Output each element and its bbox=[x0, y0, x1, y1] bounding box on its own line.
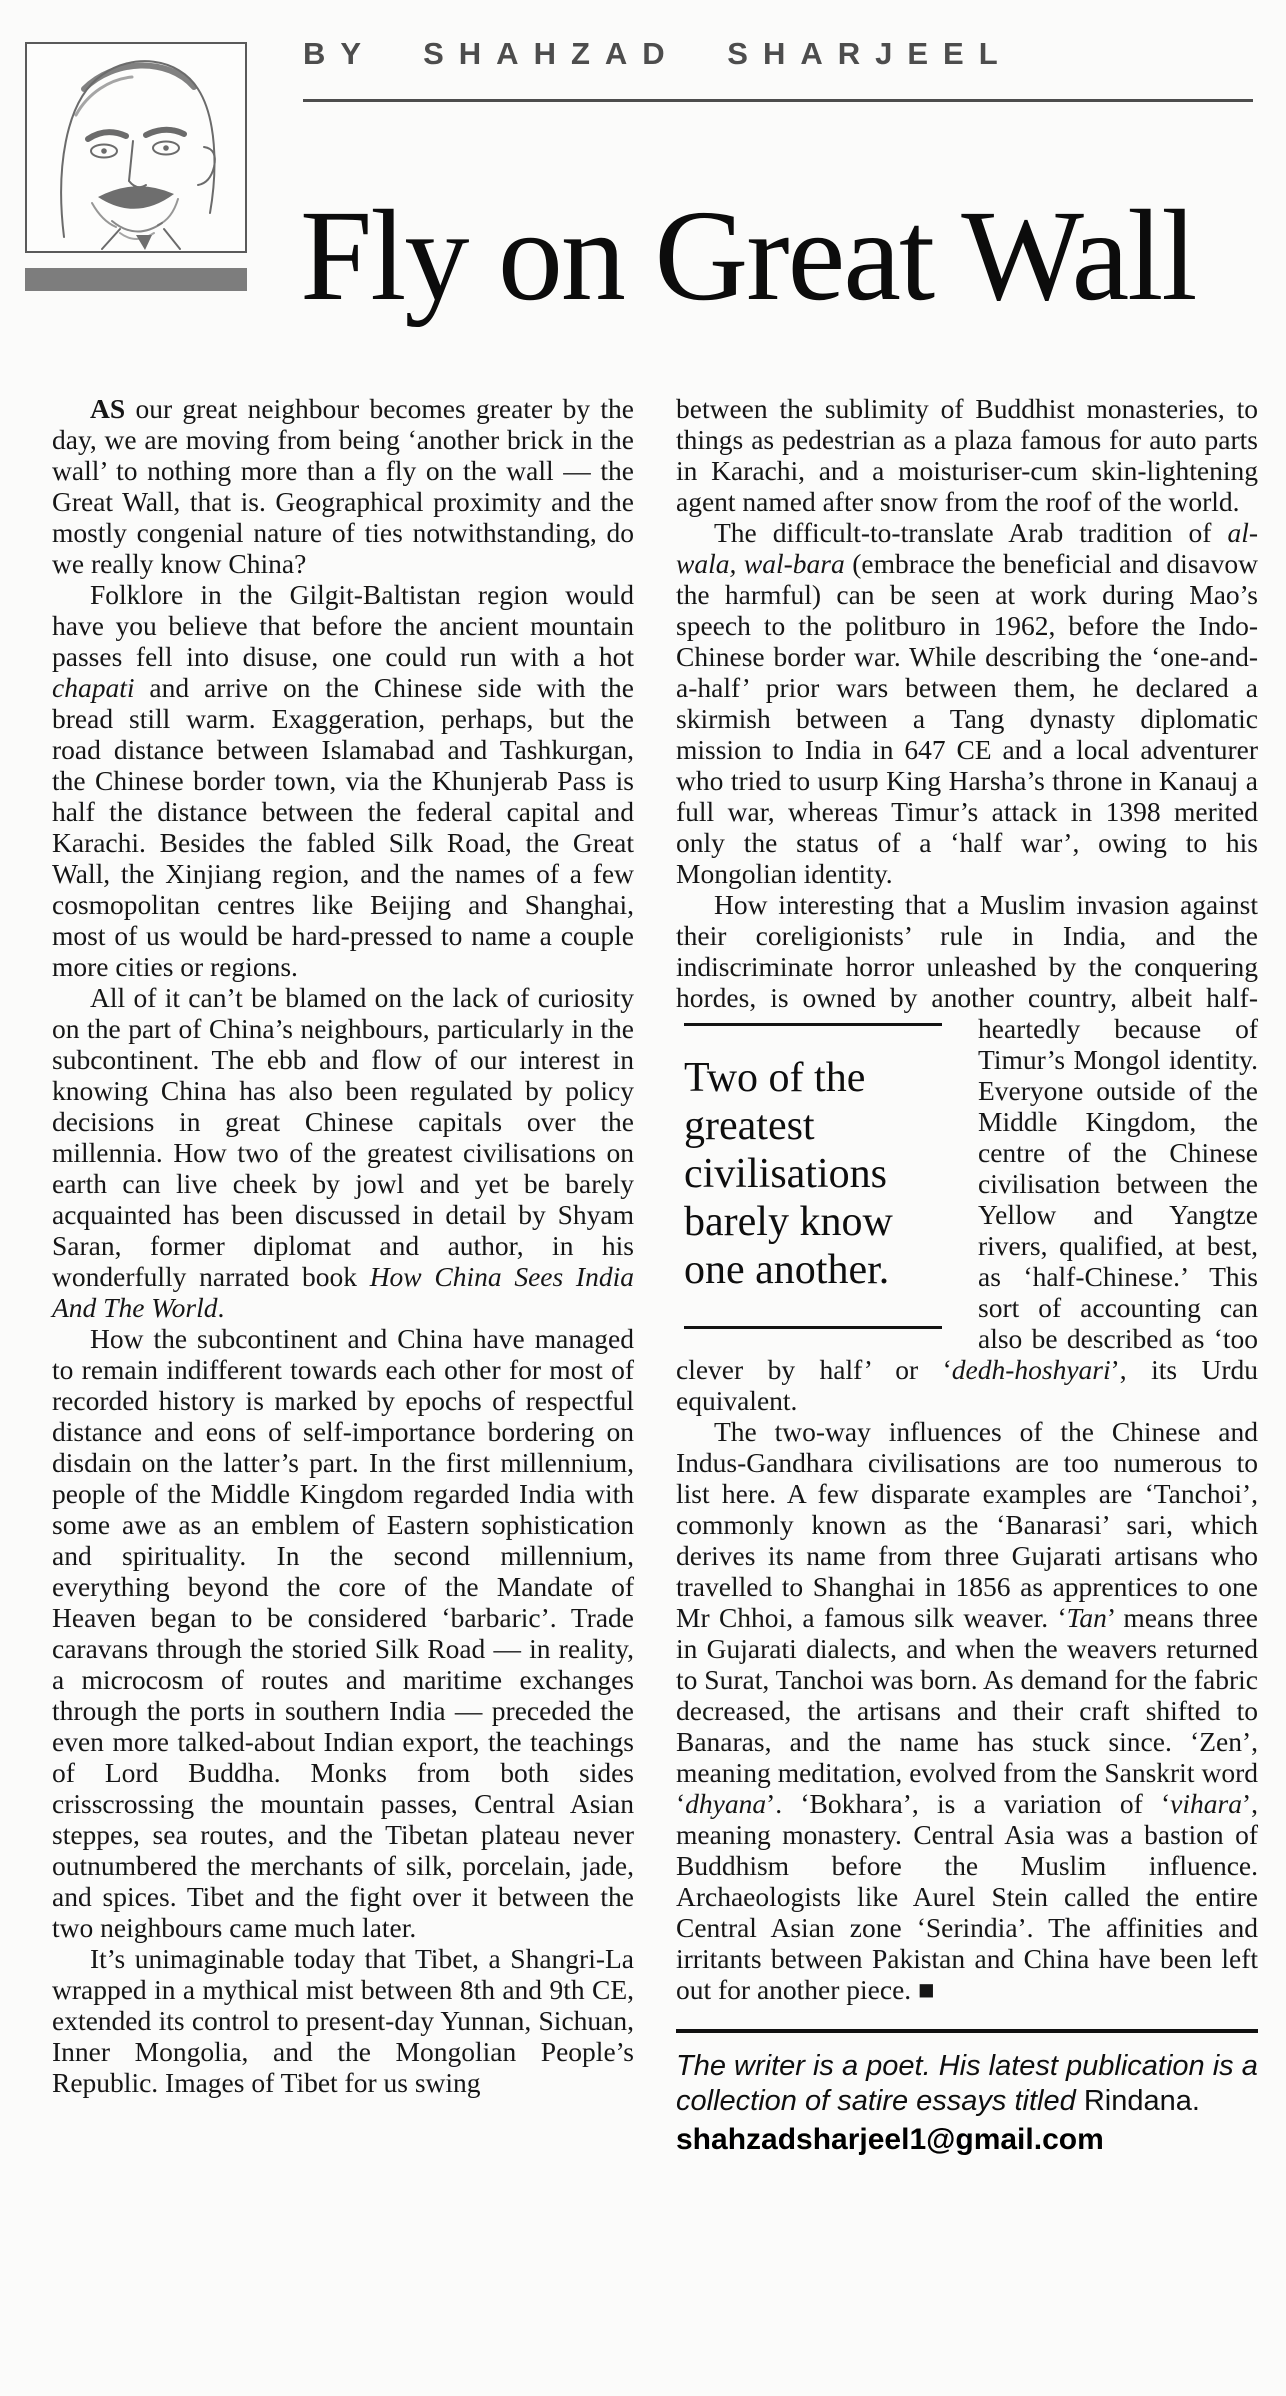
author-email: shahzadsharjeel1@gmail.com bbox=[676, 2123, 1104, 2156]
text-run: All of it can’t be blamed on the lack of curiosity on the part of China’s neighbours, particularly in the subcontinent. The ebb and flow of our interest in knowing China has also been regulated by policy decisions in great Chinese capitals over the millennia. How two of the greatest civilisations on earth can live cheek by jowl and yet be barely acquainted has been discussed in detail by Shyam Saran, former diplomat and author, in his wonderfully narrated book bbox=[52, 982, 634, 1292]
article-paragraph bbox=[52, 579, 634, 982]
article-paragraph bbox=[676, 1416, 1258, 2005]
byline-rule bbox=[303, 99, 1253, 102]
text-run: dhyana bbox=[685, 1788, 767, 1819]
author-bio bbox=[676, 2049, 1258, 2119]
author-bio-book-title: Rindana. bbox=[1083, 2085, 1200, 2117]
text-run: chapati bbox=[52, 672, 135, 703]
article-paragraph bbox=[52, 1323, 634, 1943]
text-run: The difficult-to-translate Arab tradition of bbox=[714, 517, 1228, 548]
author-bio-italic: The writer is a poet. His latest publication is a collection of satire essays titled bbox=[676, 2050, 1258, 2117]
text-run: How interesting that a Muslim invasion against their coreligionists’ rule in India, and the indiscriminate horror unleashed by the conquering hordes, is owned by another country, albeit half-heartedly bbox=[676, 889, 1258, 1044]
text-run: ’ means three in Gujarati dialects, and when the weavers returned to Surat, Tanchoi was born. As demand for the fabric decreased, the artisans and their craft shifted to Banaras, and the name has stuck since. ‘Zen’, meaning meditation, evolved from the Sanskrit word ‘ bbox=[676, 1602, 1258, 1819]
portrait-underline-bar bbox=[25, 268, 247, 291]
text-run: How China Sees India And The World bbox=[52, 1261, 634, 1323]
article-paragraph bbox=[52, 982, 634, 1323]
pull-quote bbox=[684, 1023, 942, 1329]
text-run: Tan bbox=[1066, 1602, 1107, 1633]
text-run: (embrace the beneficial and disavow the harmful) can be seen at work during Mao’s speech to the politburo in 1962, before the Indo-Chinese border war. While describing the ‘one-and-a-half’ prior wars between them, he declared a skirmish between a Tang dynasty diplomatic mission to India in 647 CE and a local adventurer who tried to usurp King Harsha’s throne in Kanauj a full war, whereas Timur’s attack in 1398 merited only the status of a ‘half war’, owing to his Mongolian identity. bbox=[676, 548, 1258, 889]
text-run: ’. ‘Bokhara’, is a variation of ‘ bbox=[766, 1788, 1171, 1819]
text-run: ’, meaning monastery. Central Asia was a bastion of Buddhism before the Muslim influence. Archaeologists like Aurel Stein called the entire Central Asian zone ‘Serindia’. The affinities and irritants between Pakistan and China have been left out for another piece. ■ bbox=[676, 1788, 1258, 2005]
headline: Fly on Great Wall bbox=[300, 184, 1196, 328]
text-run: vihara bbox=[1170, 1788, 1242, 1819]
text-run: al-wala, wal-bara bbox=[676, 517, 1258, 579]
article-paragraph bbox=[52, 393, 634, 579]
text-run: It’s unimaginable today that Tibet, a Shangri-La wrapped in a mythical mist between 8th and 9th CE, extended its control to present-day Yunnan, Sichuan, Inner Mongolia, and the Mongolian People’s Republic. Images of Tibet for us swing bbox=[52, 1943, 634, 2098]
text-run: The two-way influences of the Chinese and Indus-Gandhara civilisations are too numerous to list here. A few disparate examples are ‘Tanchoi’, commonly known as the ‘Banarasi’ sari, which derives its name from three Gujarati artisans who travelled to Shanghai in 1856 as apprentices to one Mr Chhoi, a famous silk weaver. ‘ bbox=[676, 1416, 1258, 1633]
pull-quote-text: Two of the greatest civilisations barely know one another. bbox=[684, 1055, 893, 1293]
author-portrait bbox=[25, 42, 247, 253]
article-paragraph bbox=[676, 889, 1258, 1416]
right-column-text bbox=[676, 393, 1258, 2005]
article-paragraph bbox=[52, 1943, 634, 2098]
author-portrait-sketch-icon bbox=[28, 45, 244, 250]
text-run: ’, its Urdu equivalent. bbox=[676, 1354, 1258, 1416]
text-run: between the sublimity of Buddhist monasteries, to things as pedestrian as a plaza famous for auto parts in Karachi, and a moisturiser-cum skin-lightening agent named after snow from the roof of the world. bbox=[676, 393, 1258, 517]
text-run: dedh-hoshyari bbox=[951, 1354, 1111, 1385]
footer-rule bbox=[676, 2029, 1258, 2033]
text-run: Folklore in the Gilgit-Baltistan region would have you believe that before the ancient mountain passes fell into disuse, one could run with a hot bbox=[52, 579, 634, 672]
byline: BY SHAHZAD SHARJEEL bbox=[303, 36, 1013, 71]
text-run: because of Timur’s Mongol identity. Everyone outside of the Middle Kingdom, the centre of the Chinese civilisation between the Yellow and Yangtze rivers, qualified, at best, as ‘half-Chinese.’ This sort of accounting can also be described as ‘too clever by half’ or ‘ bbox=[676, 1013, 1258, 1385]
text-run: . bbox=[217, 1292, 225, 1323]
text-run: How the subcontinent and China have managed to remain indifferent towards each other for most of recorded history is marked by epochs of respectful distance and eons of self-importance bordering on disdain on the latter’s part. In the first millennium, people of the Middle Kingdom regarded India with some awe as an emblem of Eastern sophistication and spirituality. In the second millennium, everything beyond the core of the Mandate of Heaven began to be considered ‘barbaric’. Trade caravans through the storied Silk Road — in reality, a microcosm of routes and maritime exchanges through the ports in southern India — preceded the even more talked-about Indian export, the teachings of Lord Buddha. Monks from both sides crisscrossing the mountain passes, Central Asian steppes, sea routes, and the Tibetan plateau never outnumbered the merchants of silk, porcelain, jade, and spices. Tibet and the fight over it between the two neighbours came much later. bbox=[52, 1323, 634, 1943]
article-paragraph bbox=[676, 393, 1258, 517]
text-run: and arrive on the Chinese side with the bread still warm. Exaggeration, perhaps, but the road distance between Islamabad and Tashkurgan, the Chinese border town, via the Khunjerab Pass is half the distance between the federal capital and Karachi. Besides the fabled Silk Road, the Great Wall, the Xinjiang region, and the names of a few cosmopolitan centres like Beijing and Shanghai, most of us would be hard-pressed to name a couple more cities or regions. bbox=[52, 672, 634, 982]
right-column bbox=[676, 393, 1258, 2158]
article-paragraph bbox=[676, 517, 1258, 889]
text-run: AS bbox=[90, 393, 126, 424]
left-column bbox=[52, 393, 634, 2098]
text-run: our great neighbour becomes greater by the day, we are moving from being ‘another brick in the wall’ to nothing more than a fly on the wall — the Great Wall, that is. Geographical proximity and the mostly congenial nature of ties notwithstanding, do we really know China? bbox=[52, 393, 634, 579]
